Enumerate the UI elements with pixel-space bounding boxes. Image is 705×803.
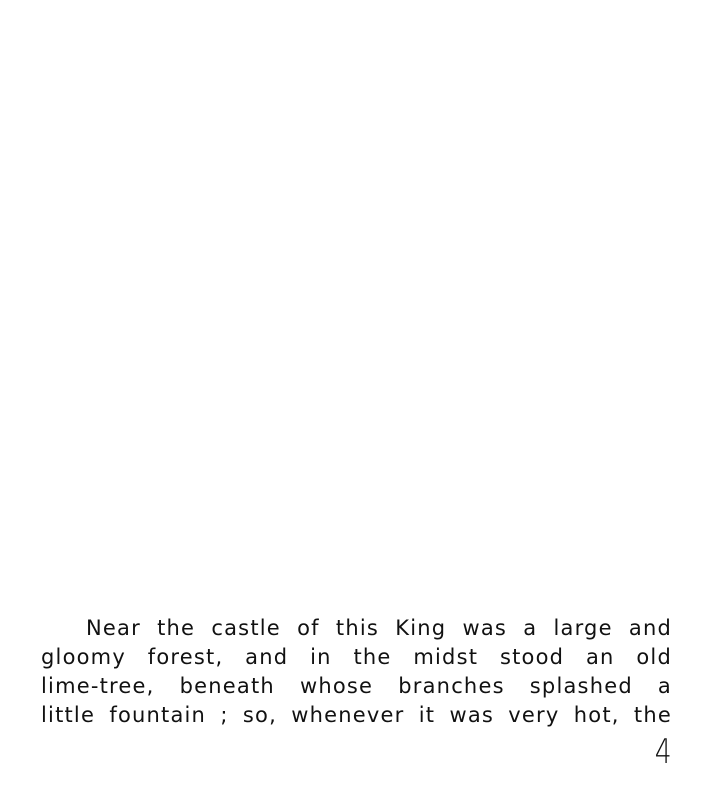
paragraph-line-2: gloomy forest, and in the midst stood an old bbox=[41, 645, 672, 669]
paragraph-line-3: lime-tree, beneath whose branches splashed a bbox=[41, 674, 672, 698]
paragraph bbox=[41, 614, 672, 730]
paragraph-line-4: little fountain ; so, whenever it was very hot, the bbox=[41, 703, 672, 727]
page-number: 4 bbox=[655, 732, 672, 772]
paragraph-line-1: Near the castle of this King was a large and bbox=[86, 616, 672, 640]
